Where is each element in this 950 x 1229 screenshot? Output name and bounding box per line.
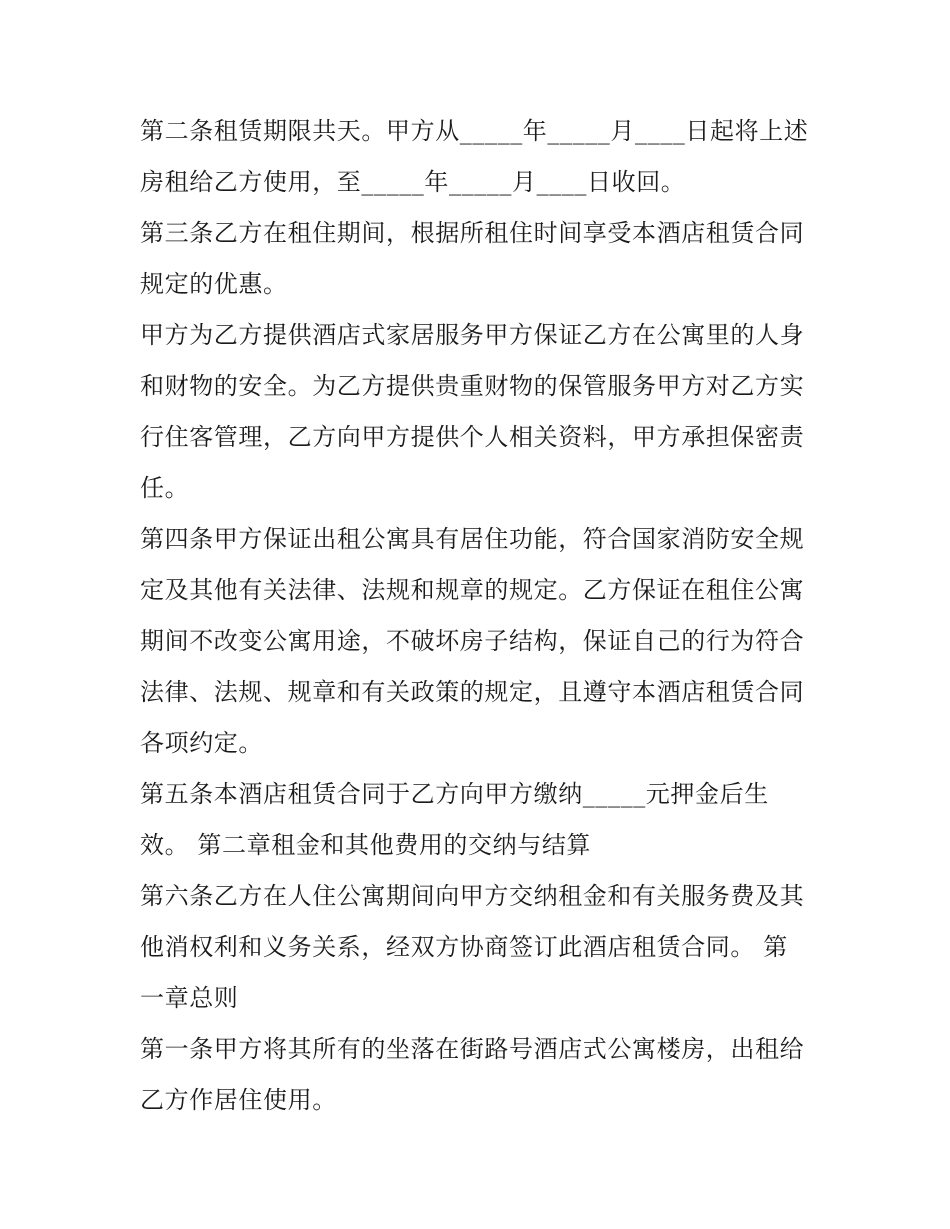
document-body	[140, 106, 820, 1126]
text-line: 第一条甲方将其所有的坐落在街路号酒店式公寓楼房，出租给	[140, 1035, 805, 1063]
text-line: 一章总则	[140, 984, 239, 1012]
text-line: 房租给乙方使用，至_____年_____月____日收回。	[140, 168, 686, 196]
text-line: 甲方为乙方提供酒店式家居服务甲方保证乙方在公寓里的人身	[140, 321, 805, 349]
text-line: 和财物的安全。为乙方提供贵重财物的保管服务甲方对乙方实	[140, 372, 805, 400]
text-line: 第四条甲方保证出租公寓具有居住功能，符合国家消防安全规	[140, 525, 805, 553]
text-line: 法律、法规、规章和有关政策的规定，且遵守本酒店租赁合同	[140, 678, 805, 706]
text-line: 第三条乙方在租住期间，根据所租住时间享受本酒店租赁合同	[140, 219, 805, 247]
text-line: 规定的优惠。	[140, 270, 288, 298]
text-line: 乙方作居住使用。	[140, 1086, 337, 1114]
text-line: 第六条乙方在人住公寓期间向甲方交纳租金和有关服务费及其	[140, 882, 805, 910]
text-line: 他消权利和义务关系，经双方协商签订此酒店租赁合同。 第	[140, 933, 788, 961]
text-line: 第二条租赁期限共天。甲方从_____年_____月____日起将上述	[140, 117, 809, 145]
text-line: 第五条本酒店租赁合同于乙方向甲方缴纳_____元押金后生	[140, 780, 769, 808]
text-line: 效。 第二章租金和其他费用的交纳与结算	[140, 831, 592, 859]
text-line: 行住客管理，乙方向甲方提供个人相关资料，甲方承担保密责	[140, 423, 805, 451]
text-line: 定及其他有关法律、法规和规章的规定。乙方保证在租住公寓	[140, 576, 805, 604]
text-line: 各项约定。	[140, 729, 263, 757]
text-line: 期间不改变公寓用途，不破坏房子结构，保证自己的行为符合	[140, 627, 805, 655]
text-line: 任。	[140, 474, 190, 502]
